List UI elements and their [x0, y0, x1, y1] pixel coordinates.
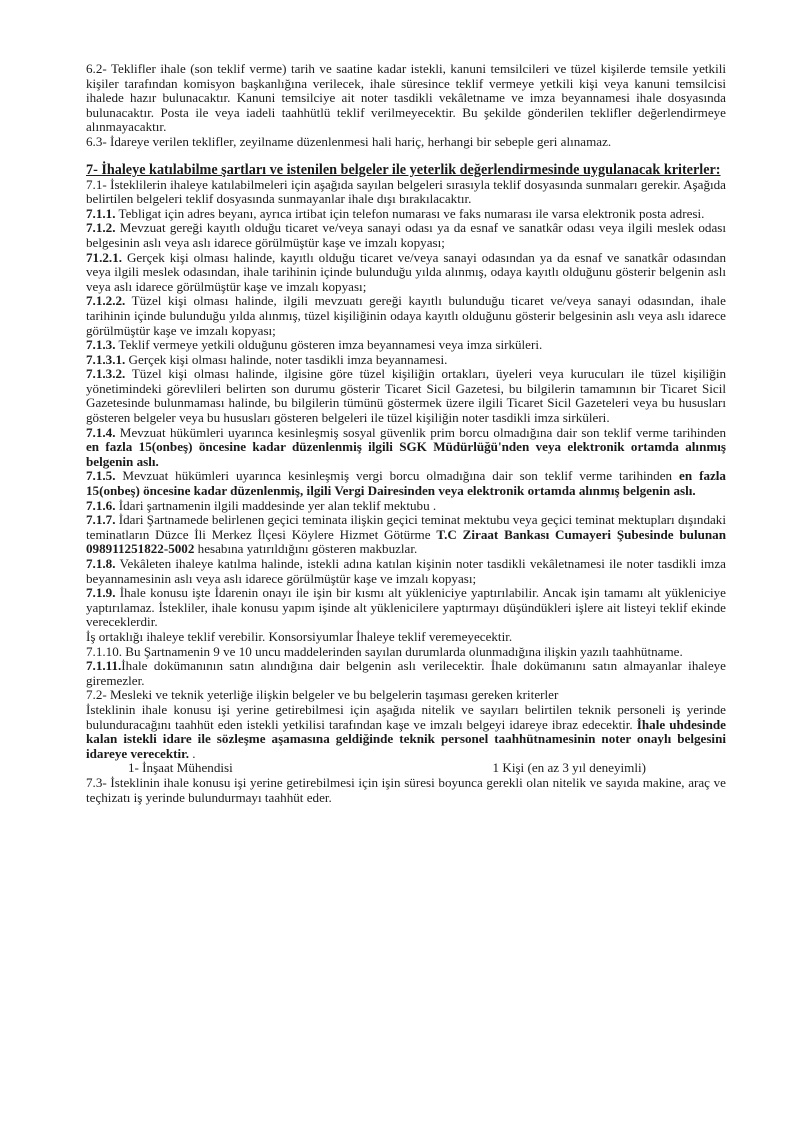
paragraph-6-2: 6.2- Teklifler ihale (son teklif verme) tarih ve saatine kadar istekli, kanuni temsilcileri ve tüzel kişilerde temsile yetkili kişiler tarafından komisyon başkanlığına verilecek, ihale süresince teklif vermeye yetkili kişi veya kanuni temsilcisi ihalede hazır bulunacaktır. Kanuni temsilciye ait noter tasdikli vekâletname ve imza beyannamesi ihale dosyasında bulunacaktır. Posta ile veya iadeli taahhütlü teklif verilmeyecektir. Bu şekilde gönderilen teklifler değerlendirmeye alınmayacaktır. [86, 61, 726, 135]
item-text: Mevzuat hükümleri uyarınca kesinleşmiş sosyal güvenlik prim borcu olmadığına dair son teklif verme tarihinden [115, 424, 726, 440]
paragraph-7-1-4 [86, 426, 726, 470]
paragraph-7-1-3-1 [86, 353, 726, 368]
personnel-role: 1- İnşaat Mühendisi [128, 760, 233, 776]
paragraph-7-1-2 [86, 221, 726, 250]
item-number: 7.1.7. [86, 512, 116, 528]
item-text-bold: İhale uhdesinde kalan istekli idare ile sözleşme aşamasına geldiğinde teknik personel taahhütnamesinin noter onaylı belgesini idareye verecektir. [86, 716, 726, 761]
item-number: 7.1.3.1. [86, 351, 126, 367]
item-text: Tüzel kişi olması halinde, ilgisine göre tüzel kişiliğin ortakları, üyeleri veya kurucuları ile tüzel kişiliğin yönetimindeki görevlileri belirten son durumu gösterir Ticaret Sicil Gazetesi, bu bilgilerin tamamının bir Ticaret Sicil Gazetesinde bulunmaması halinde, bu bilgilerin tümünü göstermek üzere ilgili Ticaret Sicil Gazeteleri veya bu hususları gösteren belgeler veya bu hususları gösteren belgeleri ile tüzel kişiliğin noter tasdikli imza sirküleri. [86, 366, 726, 426]
item-text-bold: en fazla 15(onbeş) öncesine kadar düzenlenmiş, ilgili Vergi Dairesinden veya elektronik ortamda alınmış belgenin aslı. [86, 468, 726, 499]
item-text: Vekâleten ihaleye katılma halinde, istekli adına katılan kişinin noter tasdikli vekâletnamesi ile noter tasdikli imza beyannamesinin aslı veya aslı idarece görülmüştür kaşe ve imzalı kopyası; [86, 556, 726, 586]
paragraph-7-3: 7.3- İsteklinin ihale konusu işi yerine getirebilmesi için işin süresi boyunca gerekli olan nitelik ve sayıda makine, araç ve teçhizatı iş yerinde bulundurmayı taahhüt eder. [86, 774, 726, 805]
item-text: İsteklinin ihale konusu işi yerine getirebilmesi için aşağıda nitelik ve sayıları belirtilen teknik personeli iş yerinde bulunduracağını taahhüt eden istekli yetkilisi tarafından kaşe ve imzalı belgeyi idareye ibraz edecektir. [86, 701, 726, 732]
item-text: hesabına yatırıldığını gösteren makbuzlar. [194, 541, 418, 557]
paragraph-7-1-6 [86, 499, 726, 514]
item-text-bold: T.C Ziraat Bankası Cumayeri Şubesinde bulunan 098911251822-5002 [86, 526, 726, 557]
paragraph-6-3: 6.3- İdareye verilen teklifler, zeyilname düzenlenmesi hali hariç, herhangi bir sebeple geri alınamaz. [86, 133, 612, 149]
paragraph-7-1-11 [86, 659, 726, 688]
item-text: Mevzuat gereği kayıtlı olduğu ticaret ve/veya sanayi odası ya da esnaf ve sanatkâr odası veya ilgili meslek odası belgesinin aslı veya aslı idarece görülmüştür kaşe ve imzalı kopyası; [86, 220, 726, 250]
item-number: 71.2.1. [86, 249, 123, 265]
paragraph-7-1-2-2 [86, 294, 726, 338]
item-number: 7.1.2. [86, 220, 116, 236]
item-text: Mevzuat hükümleri uyarınca kesinleşmiş vergi borcu olmadığına dair son teklif verme tarihinden [115, 468, 680, 484]
item-text: İdari şartnamenin ilgili maddesinde yer alan teklif mektubu . [115, 497, 437, 513]
item-text-bold: en fazla 15(onbeş) öncesine kadar düzenlenmiş ilgili SGK Müdürlüğü'nden veya elektronik ortamda alınmış belgenin aslı. [86, 439, 726, 469]
item-number: 7.1.6. [86, 497, 116, 513]
section-7-title: 7- İhaleye katılabilme şartları ve istenilen belgeler ile yeterlik değerlendirmesinde uygulanacak kriterler: [86, 161, 721, 178]
paragraph-7-1-9 [86, 586, 726, 630]
item-text: İdari Şartnamede belirlenen geçici teminata ilişkin geçici teminat mektubu veya geçici teminat mektupları dışındaki teminatların Düzce İli Merkez İlçesi Köylere Hizmet Götürme [86, 512, 726, 542]
document-page [86, 62, 726, 805]
paragraph-7-1-1 [86, 207, 726, 222]
item-number: 7.1.11. [86, 658, 122, 674]
item-text: Gerçek kişi olması halinde, noter tasdikli imza beyannamesi. [125, 351, 448, 367]
paragraph-7-1-5 [86, 469, 726, 498]
paragraph-7-1: 7.1- İsteklilerin ihaleye katılabilmeleri için aşağıda sayılan belgeleri sırasıyla teklif dosyasında sunmaları gerekir. Aşağıda belirtilen belgeleri teklif dosyasında sunmayanlar ihale dışı bırakılacaktır. [86, 176, 726, 207]
paragraph-7-1-7 [86, 513, 726, 557]
item-text: . [189, 745, 196, 761]
item-text: Tüzel kişi olması halinde, ilgili mevzuatı gereği kayıtlı bulunduğu ticaret ve/veya sanayi odasından, ihale tarihinin içinde bulunduğu yılda alınmış, tüzel kişiliğinin odaya kayıtlı olduğunu gösterir belgesinin aslı veya aslı idarece görülmüştür kaşe ve imzalı kopyası; [86, 293, 726, 338]
item-number: 7.1.5. [86, 468, 116, 484]
paragraph-is-ortakligi: İş ortaklığı ihaleye teklif verebilir. Konsorsiyumlar İhaleye teklif veremeyecektir. [86, 628, 513, 644]
paragraph-7-1-3-2 [86, 367, 726, 425]
personnel-count: 1 Kişi (en az 3 yıl deneyimli) [492, 760, 646, 776]
item-number: 7.1.3.2. [86, 366, 126, 382]
item-text: Tebligat için adres beyanı, ayrıca irtibat için telefon numarası ve faks numarası ile varsa elektronik posta adresi. [115, 205, 705, 221]
item-number: 7.1.8. [86, 556, 116, 571]
paragraph-7-2: 7.2- Mesleki ve teknik yeterliğe ilişkin belgeler ve bu belgelerin taşıması gereken kriterler [86, 687, 559, 703]
paragraph-7-1-2-1 [86, 251, 726, 295]
item-text: Gerçek kişi olması halinde, kayıtlı olduğu ticaret ve/veya sanayi odasından ya da esnaf ve sanatkâr odasından veya ilgili meslek odasından, ihale tarihinin içinde bulunduğu yılda alınmış, odaya kayıtlı olduğunu gösterir belgenin aslı veya aslı idarece görülmüştür kaşe ve imzalı kopyası; [86, 249, 726, 294]
paragraph-7-1-8 [86, 557, 726, 586]
item-number: 7.1.3. [86, 337, 116, 353]
item-number: 7.1.9. [86, 585, 116, 601]
item-number: 7.1.1. [86, 205, 116, 221]
paragraph-7-1-3 [86, 338, 726, 353]
item-number: 7.1.4. [86, 424, 116, 440]
item-text: Teklif vermeye yetkili olduğunu gösteren imza beyannamesi veya imza sirküleri. [115, 337, 543, 353]
item-text: İhale konusu işte İdarenin onayı ile işin bir kısmı alt yükleniciye yaptırılabilir. Ancak işin tamamı alt yükleniciye yaptırılamaz. İstekliler, ihale konusu yapım işinde alt yüklenicilere yaptırmayı düşündükleri işlere ait listeyi teklif ekinde vereceklerdir. [86, 585, 726, 630]
item-number: 7.1.2.2. [86, 293, 126, 309]
item-text: İhale dokümanının satın alındığına dair belgenin aslı verilecektir. İhale dokümanını satın almayanlar ihaleye giremezler. [86, 658, 726, 688]
paragraph-7-1-10: 7.1.10. Bu Şartnamenin 9 ve 10 uncu maddelerinden sayılan durumlarda olunmadığına ilişkin yazılı taahhütname. [86, 643, 683, 659]
personnel-row [86, 761, 726, 776]
paragraph-7-2-body [86, 703, 726, 761]
